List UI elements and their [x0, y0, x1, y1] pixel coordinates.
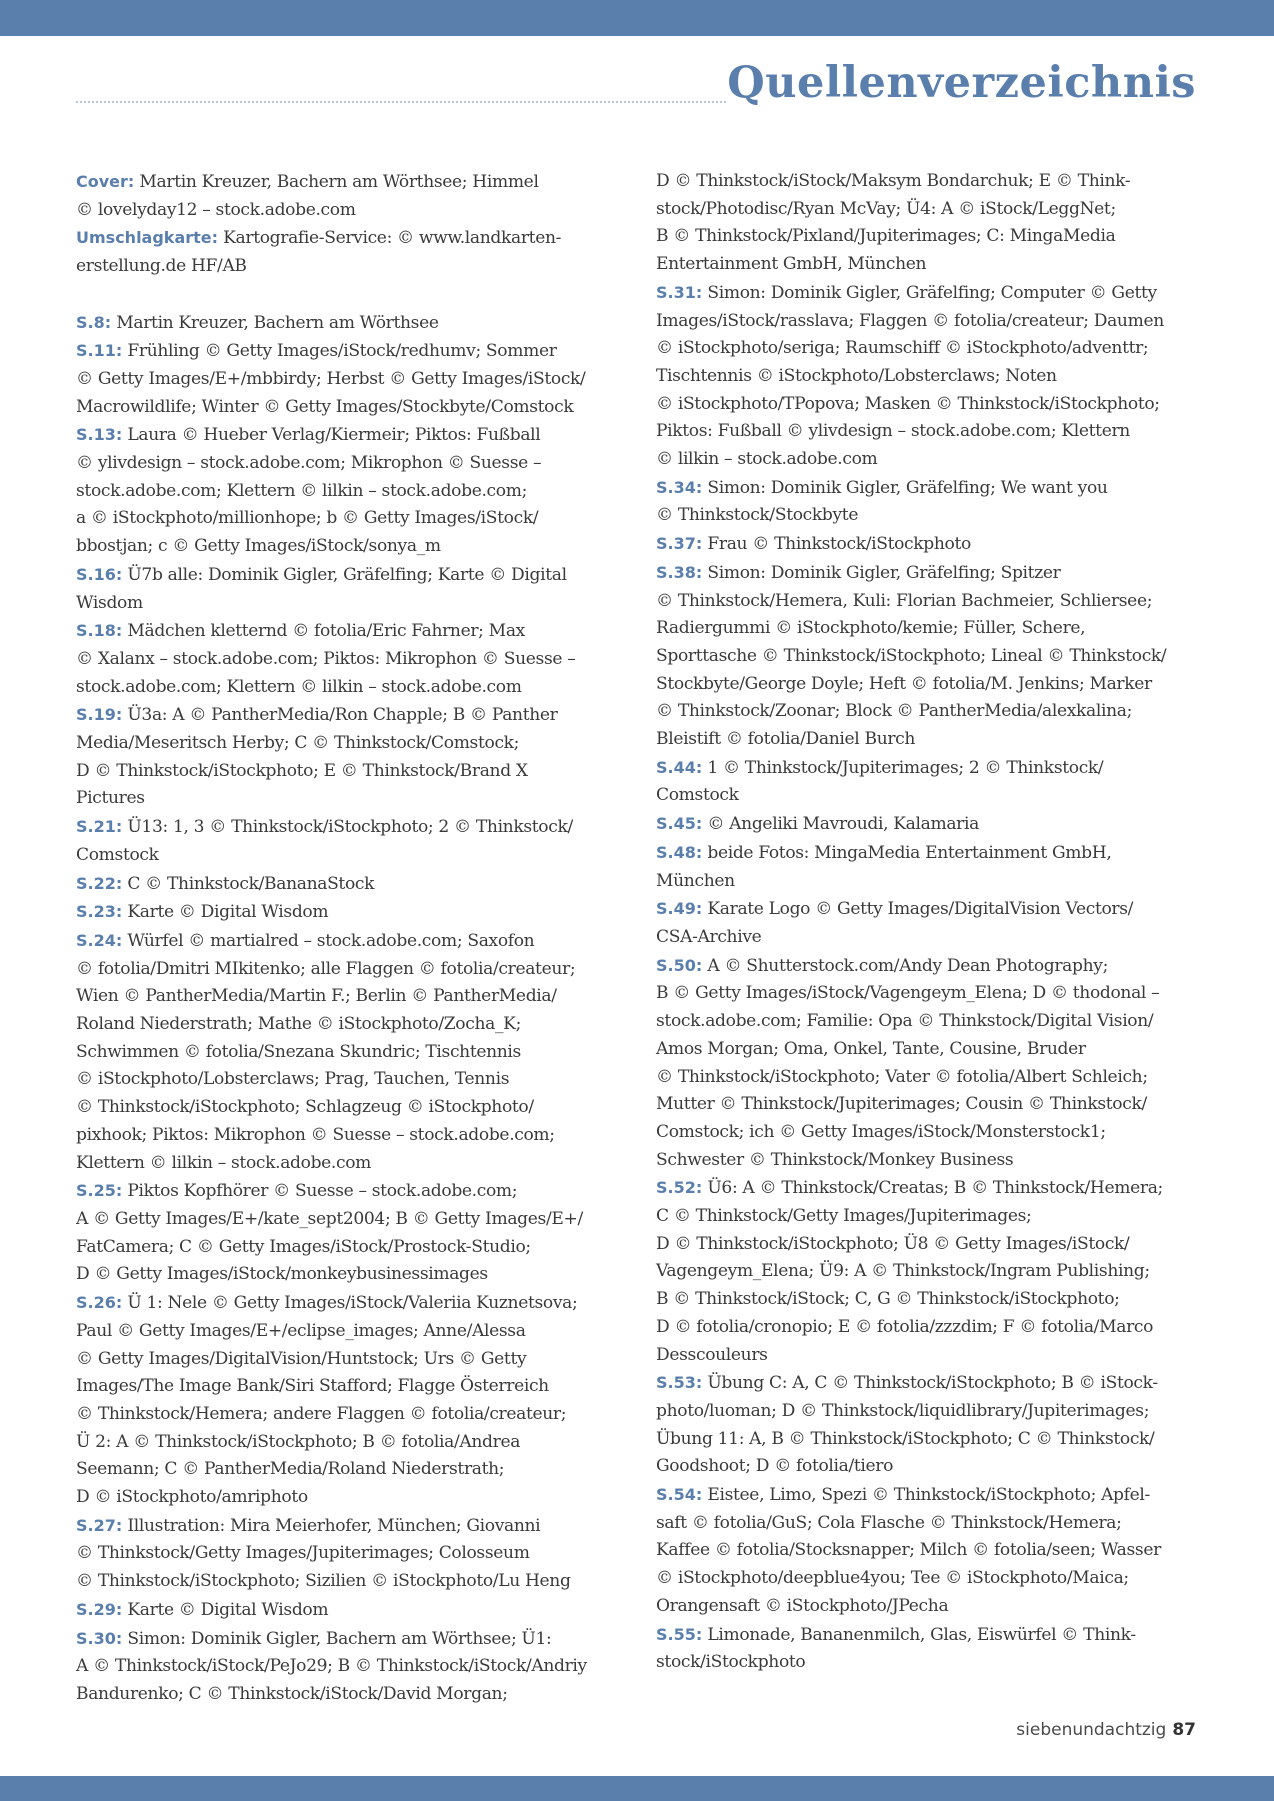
credit-page-label: S.19:: [76, 705, 123, 725]
credit-page-label: S.52:: [656, 1178, 703, 1198]
credit-entry: [656, 895, 1196, 951]
credit-line: Mädchen kletternd © fotolia/Eric Fahrner; Max: [127, 621, 525, 642]
credit-line: Radiergummi © iStockphoto/kemie; Füller, Schere,: [656, 618, 1086, 639]
credit-page-label: S.48:: [656, 842, 703, 862]
credit-line: Wisdom: [76, 592, 143, 613]
credit-line: München: [656, 870, 735, 891]
credit-line: Entertainment GmbH, München: [656, 254, 927, 275]
credit-page-label: S.49:: [656, 899, 703, 919]
credit-line: B © Thinkstock/Pixland/Jupiterimages; C: MingaMedia: [656, 226, 1116, 247]
credit-line: bbostjan; c © Getty Images/iStock/sonya_m: [76, 536, 441, 557]
credit-entry: [656, 1174, 1196, 1369]
credit-line: © ylivdesign – stock.adobe.com; Mikrophon © Suesse –: [76, 453, 542, 474]
credit-page-label: S.37:: [656, 534, 703, 554]
credit-line: © Thinkstock/Zoonar; Block © PantherMedia/alexkalina;: [656, 701, 1133, 722]
top-color-bar: [0, 0, 1274, 36]
credit-page-label: Cover:: [76, 172, 135, 191]
credit-line: stock.adobe.com; Klettern © lilkin – stock.adobe.com: [76, 676, 522, 697]
credit-entry: [656, 839, 1196, 895]
credit-page-label: S.16:: [76, 564, 123, 584]
credit-line: © Thinkstock/Hemera; andere Flaggen © fotolia/createur;: [76, 1403, 567, 1424]
credit-line: Kartografie-Service: © www.landkarten-: [223, 228, 562, 249]
credit-entry: [76, 701, 636, 813]
credit-page-label: S.27:: [76, 1515, 123, 1535]
credit-line: © iStockphoto/seriga; Raumschiff © iStockphoto/adventtr;: [656, 338, 1149, 359]
credit-line: Roland Niederstrath; Mathe © iStockphoto/Zocha_K;: [76, 1014, 521, 1035]
credit-line: B © Thinkstock/iStock; C, G © Thinkstock/iStockphoto;: [656, 1289, 1120, 1310]
page-number: 87: [1172, 1720, 1196, 1740]
credit-line: © iStockphoto/deepblue4you; Tee © iStockphoto/Maica;: [656, 1568, 1129, 1589]
credit-page-label: S.21:: [76, 817, 123, 837]
credit-entry: [656, 952, 1196, 1175]
credit-entry: [76, 561, 636, 617]
credit-line: Pictures: [76, 788, 145, 809]
credit-line: Klettern © lilkin – stock.adobe.com: [76, 1152, 372, 1173]
credit-line: Ü7b alle: Dominik Gigler, Gräfelfing; Karte © Digital: [127, 564, 567, 585]
credit-page-label: S.54:: [656, 1485, 703, 1505]
credit-line: Seemann; C © PantherMedia/Roland Niederstrath;: [76, 1459, 505, 1480]
credit-line: Karte © Digital Wisdom: [127, 1599, 329, 1620]
credit-line: Comstock: [656, 785, 739, 806]
credit-line: © lovelyday12 – stock.adobe.com: [76, 199, 356, 220]
credit-line: © Angeliki Mavroudi, Kalamaria: [707, 814, 979, 835]
credit-line: D © fotolia/cronopio; E © fotolia/zzzdim; F © fotolia/Marco: [656, 1316, 1154, 1337]
credit-line: Frau © Thinkstock/iStockphoto: [707, 534, 971, 555]
credit-entry: [76, 337, 636, 421]
credit-line: © Getty Images/E+/mbbirdy; Herbst © Getty Images/iStock/: [76, 368, 586, 389]
credit-line: Wien © PantherMedia/Martin F.; Berlin © PantherMedia/: [76, 986, 557, 1007]
credit-line: Paul © Getty Images/E+/eclipse_images; Anne/Alessa: [76, 1320, 526, 1341]
credit-line: Sporttasche © Thinkstock/iStockphoto; Lineal © Thinkstock/: [656, 645, 1167, 666]
credit-line: Macrowildlife; Winter © Getty Images/Stockbyte/Comstock: [76, 396, 574, 417]
credit-line: D © Thinkstock/iStockphoto; E © Thinkstock/Brand X: [76, 760, 528, 781]
credit-line: stock.adobe.com; Familie: Opa © Thinkstock/Digital Vision/: [656, 1011, 1154, 1032]
credit-line: Desscouleurs: [656, 1344, 768, 1365]
credit-line: C © Thinkstock/BananaStock: [127, 873, 375, 894]
credit-line: D © Thinkstock/iStockphoto; Ü8 © Getty Images/iStock/: [656, 1233, 1130, 1254]
credit-line: Ü13: 1, 3 © Thinkstock/iStockphoto; 2 © Thinkstock/: [127, 817, 573, 838]
credit-line: Martin Kreuzer, Bachern am Wörthsee; Himmel: [139, 172, 539, 192]
credit-entry: [76, 1289, 636, 1512]
credit-entry: [656, 1369, 1196, 1481]
credit-line: Schwimmen © fotolia/Snezana Skundric; Tischtennis: [76, 1041, 521, 1062]
credit-line: stock/Photodisc/Ryan McVay; Ü4: A © iStock/LeggNet;: [656, 198, 1116, 219]
credit-entry: [76, 813, 636, 869]
credit-line: © iStockphoto/Lobsterclaws; Prag, Tauchen, Tennis: [76, 1069, 510, 1090]
credit-entry: [656, 279, 1196, 474]
credit-line: © iStockphoto/TPopova; Masken © Thinkstock/iStockphoto;: [656, 393, 1160, 414]
credit-line: Ü6: A © Thinkstock/Creatas; B © Thinkstock/Hemera;: [707, 1178, 1163, 1199]
credit-line: Bleistift © fotolia/Daniel Burch: [656, 729, 916, 750]
credit-line: photo/luoman; D © Thinkstock/liquidlibrary/Jupiterimages;: [656, 1400, 1150, 1421]
credit-line: Übung C: A, C © Thinkstock/iStockphoto; B © iStock-: [707, 1373, 1158, 1394]
credit-page-label: S.45:: [656, 814, 703, 834]
credit-line: Vagengeym_Elena; Ü9: A © Thinkstock/Ingram Publishing;: [656, 1261, 1150, 1282]
paragraph-gap: [76, 281, 636, 309]
credit-entry: [656, 1481, 1196, 1621]
credit-line: Laura © Hueber Verlag/Kiermeir; Piktos: Fußball: [127, 425, 541, 446]
credit-entry: [76, 927, 636, 1177]
credit-line: A © Thinkstock/iStock/PeJo29; B © Thinkstock/iStock/Andriy: [76, 1656, 587, 1677]
credit-entry: [656, 474, 1196, 530]
credit-line: Würfel © martialred – stock.adobe.com; Saxofon: [127, 930, 535, 951]
credit-page-label: S.30:: [76, 1628, 123, 1648]
page-title: Quellenverzeichnis: [727, 58, 1196, 108]
credit-entry: [76, 1177, 636, 1289]
credit-line: CSA-Archive: [656, 926, 762, 947]
credit-line: beide Fotos: MingaMedia Entertainment GmbH,: [707, 842, 1112, 863]
credit-page-label: S.23:: [76, 902, 123, 922]
credit-line: Illustration: Mira Meierhofer, München; Giovanni: [127, 1515, 541, 1536]
page-footer: [1016, 1720, 1196, 1740]
credit-page-label: S.25:: [76, 1181, 123, 1201]
credit-page-label: S.22:: [76, 873, 123, 893]
credit-page-label: S.29:: [76, 1599, 123, 1619]
credit-entry: [76, 1596, 636, 1625]
credit-line: D © Thinkstock/iStock/Maksym Bondarchuk; E © Think-: [656, 171, 1131, 191]
credit-line: Comstock: [76, 844, 159, 865]
credit-entry: [656, 1621, 1196, 1677]
credit-line: Orangensaft © iStockphoto/JPecha: [656, 1595, 949, 1616]
credit-entry: [76, 870, 636, 899]
credit-line: A © Getty Images/E+/kate_sept2004; B © Getty Images/E+/: [76, 1209, 583, 1229]
credit-line: Amos Morgan; Oma, Onkel, Tante, Cousine, Bruder: [656, 1038, 1086, 1059]
credit-line: © Thinkstock/Getty Images/Jupiterimages; Colosseum: [76, 1543, 530, 1564]
credit-entry: [656, 168, 1196, 279]
credit-line: © Thinkstock/iStockphoto; Vater © fotolia/Albert Schleich;: [656, 1066, 1148, 1087]
credit-entry: [656, 559, 1196, 754]
credit-line: Übung 11: A, B © Thinkstock/iStockphoto; C © Thinkstock/: [656, 1428, 1155, 1449]
credit-entry: [76, 617, 636, 701]
credit-line: Simon: Dominik Gigler, Gräfelfing; Spitzer: [707, 562, 1061, 583]
credit-line: stock/iStockphoto: [656, 1652, 806, 1673]
left-column: [76, 168, 636, 1709]
credit-line: © Xalanx – stock.adobe.com; Piktos: Mikrophon © Suesse –: [76, 648, 576, 669]
credit-line: Simon: Dominik Gigler, Bachern am Wörthsee; Ü1:: [127, 1628, 552, 1649]
credit-line: Comstock; ich © Getty Images/iStock/Monsterstock1;: [656, 1121, 1106, 1142]
credit-page-label: S.34:: [656, 477, 703, 497]
credit-line: © Getty Images/DigitalVision/Huntstock; Urs © Getty: [76, 1348, 527, 1369]
credit-page-label: S.18:: [76, 621, 123, 641]
credit-entry: [656, 530, 1196, 559]
credit-line: Simon: Dominik Gigler, Gräfelfing; We want you: [707, 477, 1108, 498]
credit-entry: [656, 810, 1196, 839]
credit-line: Images/iStock/rasslava; Flaggen © fotolia/createur; Daumen: [656, 310, 1164, 331]
credit-line: © Thinkstock/iStockphoto; Schlagzeug © iStockphoto/: [76, 1097, 534, 1118]
credit-line: D © iStockphoto/amriphoto: [76, 1487, 308, 1508]
credit-page-label: S.8:: [76, 312, 112, 332]
credit-page-label: S.55:: [656, 1624, 703, 1644]
credit-page-label: S.26:: [76, 1293, 123, 1313]
credit-entry: [76, 1625, 636, 1709]
credit-line: Tischtennis © iStockphoto/Lobsterclaws; Noten: [656, 365, 1057, 386]
credit-line: B © Getty Images/iStock/Vagengeym_Elena; D © thodonal –: [656, 983, 1160, 1004]
credit-page-label: S.11:: [76, 341, 123, 361]
credit-line: erstellung.de HF/AB: [76, 256, 247, 277]
bottom-color-bar: [0, 1776, 1274, 1801]
credit-line: Goodshoot; D © fotolia/tiero: [656, 1456, 894, 1477]
credit-entry: [76, 1512, 636, 1596]
credit-line: saft © fotolia/GuS; Cola Flasche © Thinkstock/Hemera;: [656, 1512, 1122, 1533]
credit-page-label: S.24:: [76, 930, 123, 950]
credit-line: Ü3a: A © PantherMedia/Ron Chapple; B © Panther: [127, 705, 558, 726]
credit-line: C © Thinkstock/Getty Images/Jupiterimages;: [656, 1206, 1032, 1227]
right-column: [656, 168, 1196, 1677]
credit-entry: [656, 754, 1196, 810]
credit-line: © fotolia/Dmitri MIkitenko; alle Flaggen © fotolia/createur;: [76, 958, 576, 979]
credit-entry: [76, 224, 636, 280]
credit-line: Simon: Dominik Gigler, Gräfelfing; Computer © Getty: [707, 282, 1157, 303]
credit-line: Eistee, Limo, Spezi © Thinkstock/iStockphoto; Apfel-: [707, 1485, 1150, 1506]
page-number-word: siebenundachtzig: [1016, 1720, 1167, 1740]
credit-entry: [76, 421, 636, 561]
credit-line: Karate Logo © Getty Images/DigitalVision Vectors/: [707, 899, 1134, 920]
credit-line: 1 © Thinkstock/Jupiterimages; 2 © Thinkstock/: [707, 757, 1104, 778]
credit-page-label: S.38:: [656, 562, 703, 582]
credit-line: Stockbyte/George Doyle; Heft © fotolia/M. Jenkins; Marker: [656, 673, 1152, 694]
credit-line: A © Shutterstock.com/Andy Dean Photography;: [707, 955, 1108, 976]
credit-page-label: S.44:: [656, 757, 703, 777]
credit-line: Limonade, Bananenmilch, Glas, Eiswürfel © Think-: [707, 1624, 1136, 1645]
credit-line: Karte © Digital Wisdom: [127, 902, 329, 923]
credit-line: Piktos: Fußball © ylivdesign – stock.adobe.com; Klettern: [656, 421, 1130, 442]
credit-page-label: Umschlagkarte:: [76, 228, 219, 248]
title-dotted-rule: [76, 101, 726, 103]
credit-page-label: S.13:: [76, 425, 123, 445]
credit-line: Mutter © Thinkstock/Jupiterimages; Cousin © Thinkstock/: [656, 1094, 1147, 1115]
credit-line: © lilkin – stock.adobe.com: [656, 449, 878, 470]
credit-page-label: S.31:: [656, 282, 703, 302]
credit-line: Ü 1: Nele © Getty Images/iStock/Valeriia Kuznetsova;: [127, 1293, 578, 1314]
credit-line: FatCamera; C © Getty Images/iStock/Prostock-Studio;: [76, 1236, 531, 1257]
credit-line: Media/Meseritsch Herby; C © Thinkstock/Comstock;: [76, 733, 520, 754]
credit-line: pixhook; Piktos: Mikrophon © Suesse – stock.adobe.com;: [76, 1124, 555, 1145]
credit-line: Images/The Image Bank/Siri Stafford; Flagge Österreich: [76, 1376, 549, 1397]
credit-page-label: S.50:: [656, 955, 703, 975]
credit-entry: [76, 309, 636, 338]
credit-line: Martin Kreuzer, Bachern am Wörthsee: [116, 312, 439, 333]
credit-line: D © Getty Images/iStock/monkeybusinessimages: [76, 1264, 488, 1285]
credit-line: Schwester © Thinkstock/Monkey Business: [656, 1149, 1014, 1170]
credit-line: Piktos Kopfhörer © Suesse – stock.adobe.com;: [127, 1181, 518, 1202]
credit-line: © Thinkstock/Stockbyte: [656, 505, 859, 526]
credit-line: Ü 2: A © Thinkstock/iStockphoto; B © fotolia/Andrea: [76, 1431, 521, 1452]
credit-line: Kaffee © fotolia/Stocksnapper; Milch © fotolia/seen; Wasser: [656, 1540, 1161, 1561]
credit-line: © Thinkstock/Hemera, Kuli: Florian Bachmeier, Schliersee;: [656, 590, 1153, 611]
credit-line: Bandurenko; C © Thinkstock/iStock/David Morgan;: [76, 1683, 508, 1704]
credit-line: © Thinkstock/iStockphoto; Sizilien © iStockphoto/Lu Heng: [76, 1571, 571, 1592]
credit-line: stock.adobe.com; Klettern © lilkin – stock.adobe.com;: [76, 480, 527, 501]
credit-line: a © iStockphoto/millionhope; b © Getty Images/iStock/: [76, 508, 539, 529]
credit-entry: [76, 898, 636, 927]
credit-line: Frühling © Getty Images/iStock/redhumv; Sommer: [127, 341, 557, 362]
credit-page-label: S.53:: [656, 1373, 703, 1393]
credit-entry: [76, 168, 636, 224]
